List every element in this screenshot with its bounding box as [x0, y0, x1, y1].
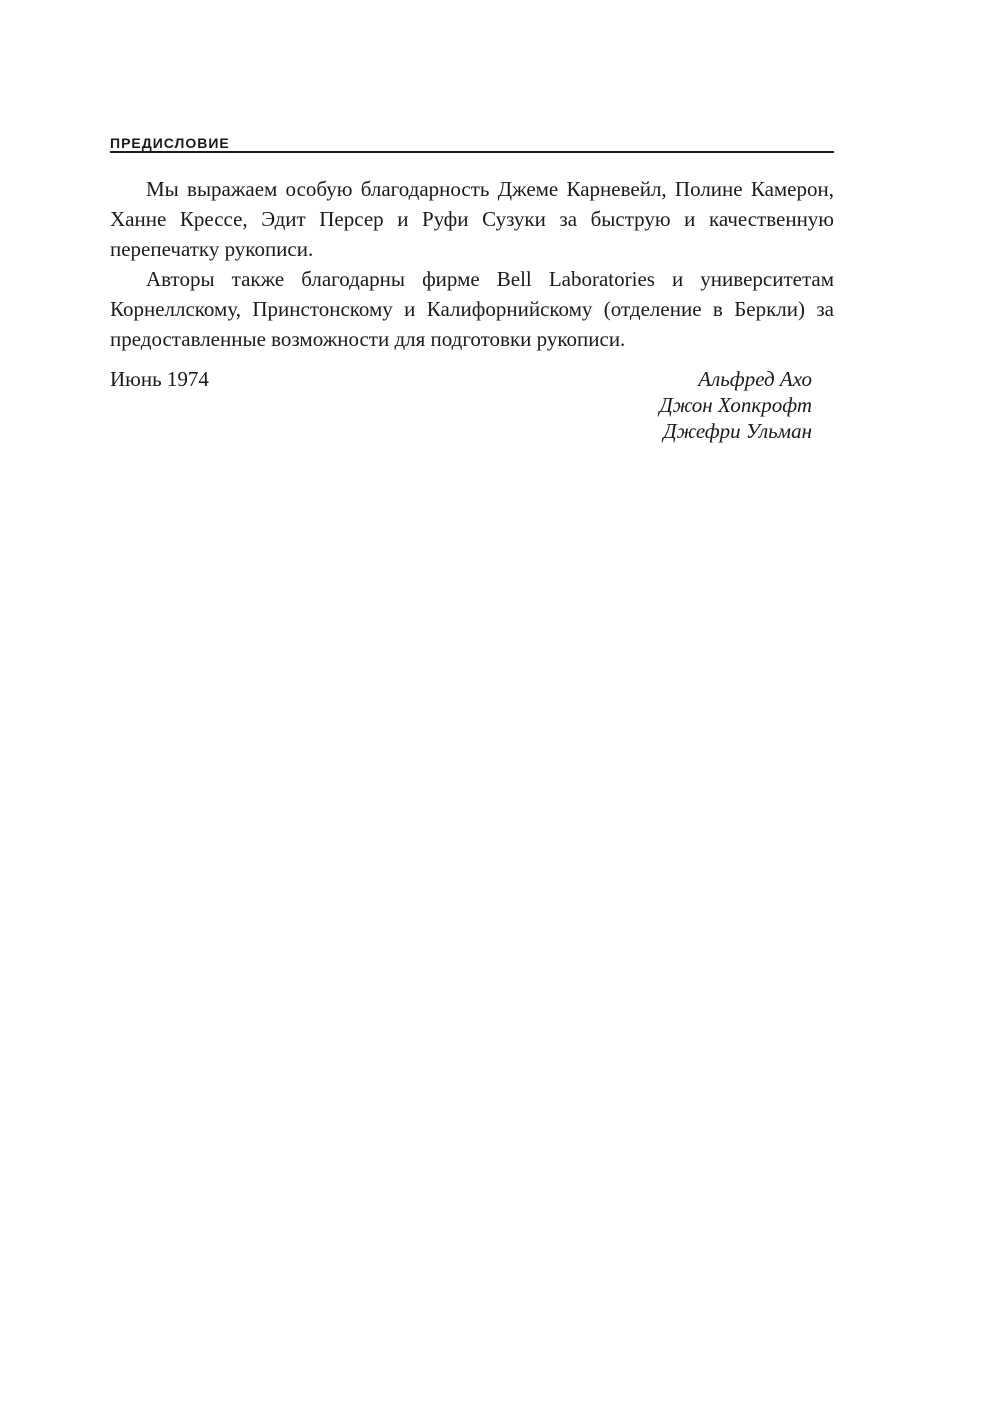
author-name: Джон Хопкрофт — [659, 393, 812, 417]
paragraph: Мы выражаем особую благодарность Джеме Карневейл, Полине Камерон, Ханне Крессе, Эдит Персер и Руфи Сузуки за быструю и качественную перепечатку рукописи. — [110, 177, 834, 261]
author-name: Альфред Ахо — [698, 367, 812, 391]
running-head — [110, 134, 834, 153]
header-rule — [110, 151, 834, 153]
body-text — [110, 174, 834, 354]
author-name: Джефри Ульман — [663, 419, 812, 443]
author-list — [659, 366, 812, 444]
paragraph: Авторы также благодарны фирме Bell Laboratories и университетам Корнеллскому, Принстонскому и Калифорнийскому (отделение в Беркли) за предоставленные возможности для подготовки рукописи. — [110, 267, 834, 351]
running-head-title: ПРЕДИСЛОВИЕ — [110, 135, 230, 151]
signoff-date: Июнь 1974 — [110, 367, 209, 391]
